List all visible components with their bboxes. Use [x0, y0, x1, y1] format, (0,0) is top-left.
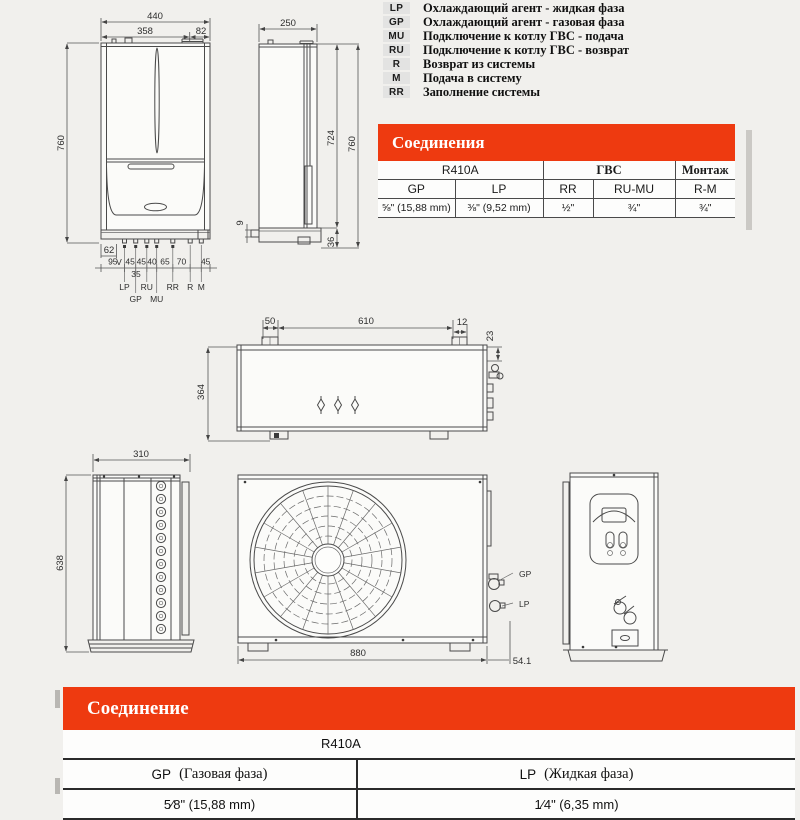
legend-row: [383, 2, 629, 14]
port-lp: LP: [119, 282, 130, 292]
dim-36: 36: [326, 236, 337, 248]
val-rr: ½": [543, 199, 593, 218]
dim-250: 250: [280, 18, 296, 29]
dim-23: 23: [485, 330, 496, 342]
port-mu: MU: [150, 294, 164, 304]
legend-code-gp: GP: [383, 16, 410, 28]
legend-row: [383, 30, 629, 42]
scan-artifact-mark: [55, 778, 60, 794]
col-lp-liquid: [358, 760, 795, 788]
dim-724: 724: [326, 130, 337, 146]
dim-760: 760: [56, 135, 67, 151]
legend-row: [383, 44, 629, 56]
col-ru-mu: RU-MU: [593, 180, 675, 199]
port-r: R: [187, 282, 194, 292]
dim-95: 95: [108, 256, 118, 267]
col-lp-ruslabel: (Жидкая фаза): [544, 765, 634, 782]
legend-code-mu: MU: [383, 30, 410, 42]
legend: [383, 2, 629, 100]
port-rr: RR: [166, 282, 179, 292]
scan-artifact-mark: [55, 690, 60, 708]
legend-label: Подключение к котлу ГВС - возврат: [423, 42, 630, 57]
dim-45a: 45: [125, 256, 135, 267]
scan-artifact-strip: [746, 130, 752, 230]
label-gp-valve: GP: [519, 569, 532, 579]
dim-880: 880: [350, 648, 366, 659]
group-gvs: ГВС: [543, 161, 675, 180]
label-lp-valve: LP: [519, 599, 530, 609]
legend-row: [383, 86, 629, 98]
val-gp-size: 5⁄8" (15,88 mm): [63, 790, 358, 818]
dim-358: 358: [137, 26, 153, 37]
outdoor-right-side-drawing: [538, 446, 713, 676]
col-lp: LP: [455, 180, 543, 199]
port-ru: RU: [140, 282, 153, 292]
boiler-side-drawing: [235, 16, 370, 308]
val-lp: ⅜" (9,52 mm): [455, 199, 543, 218]
legend-code-m: M: [383, 72, 410, 84]
val-ru-mu: ¾": [593, 199, 675, 218]
legend-code-rr: RR: [383, 86, 410, 98]
connection-table: [63, 687, 795, 820]
dim-82: 82: [195, 26, 207, 37]
col-gp-code: GP: [151, 766, 172, 782]
dim-9: 9: [235, 220, 246, 226]
dim-610: 610: [358, 316, 374, 327]
legend-code-lp: LP: [383, 2, 410, 14]
label-v: V: [116, 257, 122, 267]
dim-45c: 45: [200, 256, 211, 267]
group-r410a: R410A: [378, 161, 543, 180]
val-lp-size: 1⁄4" (6,35 mm): [534, 796, 619, 812]
port-gp: GP: [129, 294, 142, 304]
legend-label: Подача в систему: [423, 70, 522, 85]
port-m: M: [197, 282, 205, 292]
col-gp-ruslabel: (Газовая фаза): [179, 765, 268, 782]
col-gp-gas: [63, 760, 358, 788]
col-r-m: R-M: [675, 180, 735, 199]
legend-row: [383, 58, 629, 70]
dim-35: 35: [131, 269, 141, 279]
dim-65: 65: [160, 256, 170, 267]
connections-table: [378, 124, 735, 218]
dim-50: 50: [264, 316, 276, 327]
legend-label: Охлаждающий агент - жидкая фаза: [423, 0, 625, 15]
dim-760-side: 760: [347, 136, 358, 152]
legend-label: Подключение к котлу ГВС - подача: [423, 28, 624, 43]
outdoor-front-drawing: [228, 456, 538, 678]
connection-group-r410a: [63, 730, 795, 760]
val-gp: ⅝" (15,88 mm): [378, 199, 455, 218]
connection-table-title: Соединение: [63, 687, 795, 730]
connection-columns: [63, 760, 795, 790]
legend-row: [383, 72, 629, 84]
connection-values: [63, 790, 795, 820]
connections-table-title: Соединения: [378, 124, 735, 161]
legend-label: Охлаждающий агент - газовая фаза: [423, 14, 625, 29]
dim-62: 62: [103, 245, 115, 256]
dim-12: 12: [456, 317, 468, 328]
dim-45b: 45: [136, 256, 147, 267]
dim-40: 40: [147, 256, 157, 267]
dim-70: 70: [176, 256, 187, 267]
outdoor-top-drawing: [190, 306, 522, 458]
legend-label: Возврат из системы: [423, 56, 536, 71]
dim-364: 364: [196, 384, 207, 400]
legend-row: [383, 16, 629, 28]
legend-code-ru: RU: [383, 44, 410, 56]
dim-310: 310: [133, 449, 149, 460]
group-r410a-label: R410A: [321, 736, 361, 751]
col-lp-code: LP: [519, 766, 537, 782]
legend-code-r: R: [383, 58, 410, 70]
group-montazh: Монтаж: [675, 161, 735, 180]
val-r-m: ¾": [675, 199, 735, 218]
connections-table-grid: [378, 161, 735, 218]
dim-638: 638: [55, 555, 66, 571]
boiler-front-drawing: [55, 8, 240, 310]
dim-440: 440: [147, 11, 163, 22]
legend-label: Заполнение системы: [423, 84, 541, 99]
dim-54-1: 54.1: [512, 656, 532, 667]
col-rr: RR: [543, 180, 593, 199]
col-gp: GP: [378, 180, 455, 199]
